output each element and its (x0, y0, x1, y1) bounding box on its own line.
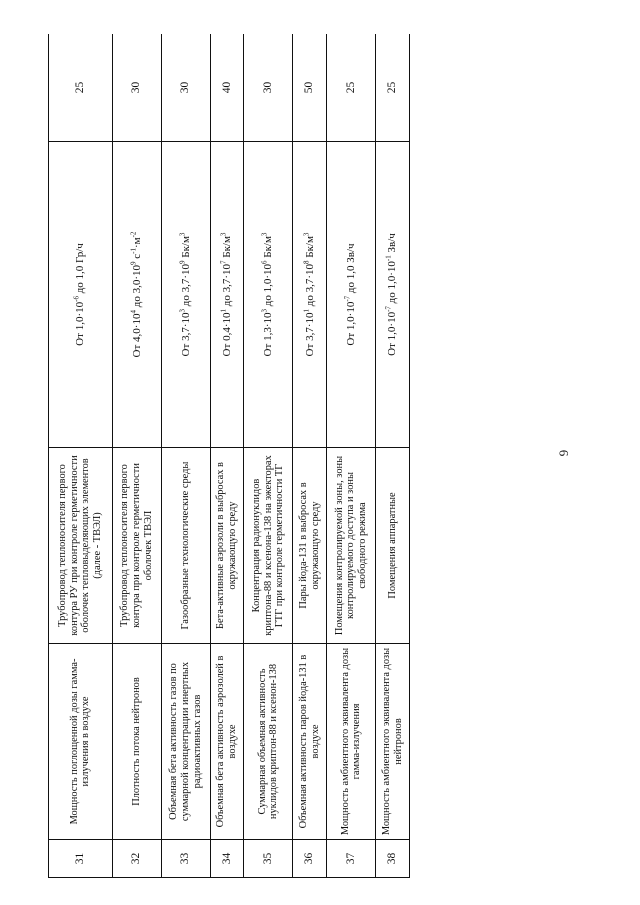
table-row (244, 34, 293, 878)
error-limit-cell: 25 (49, 34, 113, 142)
error-limit-cell: 30 (244, 34, 293, 142)
range-exponent: 8 (301, 260, 310, 264)
rotated-table-frame (48, 34, 410, 878)
range-exponent: -6 (72, 296, 81, 302)
range-middle: до 1,0·10 (386, 261, 399, 307)
measurement-place-cell: Бета-активные аэрозоли в выбросах в окружающую среду (210, 448, 244, 644)
measurement-place-cell: Помещения аппаратные (376, 448, 410, 644)
range-prefix: От 3,7·10 (179, 312, 192, 357)
quantity-name-cell: Объемная бета активность газов по суммарной концентрации инертных радиоактивных газов (161, 644, 210, 840)
quantity-name-cell: Объемная бета активность аэрозолей в воздухе (210, 644, 244, 840)
measurement-place-cell: Концентрация радионуклидов криптона-88 и ксенона-138 на эжекторах ГТГ при контроле герметичности ТГ (244, 448, 293, 644)
quantity-name-cell: Суммарная объемная активность нуклидов криптон-88 и ксенон-138 (244, 644, 293, 840)
row-number-cell: 37 (327, 840, 376, 878)
range-prefix: От 3,7·10 (303, 312, 316, 357)
quantity-name-cell: Мощность поглощенной дозы гамма-излучения в воздухе (49, 644, 113, 840)
range-prefix: От 1,0·10 (74, 301, 87, 346)
table-row (293, 34, 327, 878)
measurement-place-cell: Помещения контролируемой зоны, зоны контролируемого доступа и зоны свободного режима (327, 448, 376, 644)
table-row (112, 34, 161, 878)
range-exponent: 3 (260, 309, 269, 313)
range-prefix: От 1,0·10 (386, 311, 399, 356)
range-exponent: 9 (177, 260, 186, 264)
error-limit-cell: 30 (112, 34, 161, 142)
range-unit: Зв/ч (386, 233, 399, 256)
range-middle: до 3,0·10 (130, 265, 143, 311)
range-cell (244, 142, 293, 448)
row-number-cell: 36 (293, 840, 327, 878)
range-unit-exponent: 3 (260, 232, 269, 237)
range-middle: до 1,0·10 (262, 264, 275, 310)
table-body (49, 34, 410, 878)
row-number-cell: 38 (376, 840, 410, 878)
range-prefix: От 4,0·10 (130, 313, 143, 358)
table-container (48, 34, 410, 878)
range-middle: до 3,7·10 (179, 264, 192, 310)
range-exponent: 9 (129, 261, 137, 266)
range-exponent: 3 (177, 309, 186, 313)
range-prefix: От 1,0·10 (345, 301, 357, 346)
range-cell (376, 142, 410, 448)
measurement-table (48, 34, 410, 878)
range-unit-exponent: 3 (301, 232, 310, 237)
error-limit-cell: 25 (376, 34, 410, 142)
range-unit: с (130, 253, 143, 262)
row-number-cell: 31 (49, 840, 113, 878)
range-cell (293, 142, 327, 448)
range-cell (210, 142, 244, 448)
range-middle: до 1,0 Зв/ч (345, 243, 357, 296)
quantity-name-cell: Плотность потока нейтронов (112, 644, 161, 840)
row-number-cell: 35 (244, 840, 293, 878)
measurement-place-cell: Пары йода-131 в выбросах в окружающую среду (293, 448, 327, 644)
range-middle: до 3,7·10 (303, 264, 316, 310)
measurement-place-cell: Трубопровод теплоносителя первого контура при контроле герметичности оболочек ТВЭЛ (112, 448, 161, 644)
table-row (161, 34, 210, 878)
row-number-cell: 33 (161, 840, 210, 878)
table-row (376, 34, 410, 878)
range-exponent: -1 (384, 255, 393, 262)
range-prefix: От 0,4·10 (220, 312, 233, 357)
range-middle: до 3,7·10 (220, 264, 233, 310)
range-exponent: 1 (219, 309, 228, 313)
range-exponent: 1 (301, 309, 310, 313)
measurement-place-cell: Газообразные технологические среды (161, 448, 210, 644)
range-exponent: 7 (219, 260, 228, 264)
error-limit-cell: 25 (327, 34, 376, 142)
range-unit-exponent: 3 (219, 232, 228, 237)
range-unit: Бк/м (220, 236, 233, 261)
table-row (49, 34, 113, 878)
quantity-name-cell: Мощность амбиентного эквивалента дозы нейтронов (376, 644, 410, 840)
range-exponent: 6 (260, 260, 269, 264)
quantity-name-cell: Мощность амбиентного эквивалента дозы гамма-излучения (327, 644, 376, 840)
table-row (327, 34, 376, 878)
range-prefix: От 1,3·10 (262, 312, 275, 357)
range-unit: Бк/м (179, 236, 192, 261)
range-cell (49, 142, 113, 448)
range-exponent: -7 (384, 306, 393, 312)
row-number-cell: 32 (112, 840, 161, 878)
range-exponent: 4 (129, 310, 137, 314)
table-row (210, 34, 244, 878)
error-limit-cell: 50 (293, 34, 327, 142)
error-limit-cell: 30 (161, 34, 210, 142)
range-unit: Бк/м (303, 236, 316, 261)
range-cell (112, 142, 161, 448)
range-unit-exponent: 3 (177, 232, 186, 237)
range-unit-exponent: -1 (129, 248, 137, 254)
page-number: 6 (556, 449, 572, 457)
range-unit-tail: ·м (130, 237, 143, 249)
range-unit: Бк/м (262, 236, 275, 261)
row-number-cell: 34 (210, 840, 244, 878)
range-cell (327, 142, 376, 448)
range-unit-exponent: -2 (129, 231, 137, 238)
range-exponent: -7 (343, 295, 352, 302)
measurement-place-cell: Трубопровод теплоносителя первого контура РУ при контроле герметичности оболочек тепловыделяющих элементов (далее - ТВЭЛ) (49, 448, 113, 644)
range-cell (161, 142, 210, 448)
error-limit-cell: 40 (210, 34, 244, 142)
range-middle: до 1,0 Гр/ч (74, 243, 87, 297)
quantity-name-cell: Объемная активность паров йода-131 в воздухе (293, 644, 327, 840)
